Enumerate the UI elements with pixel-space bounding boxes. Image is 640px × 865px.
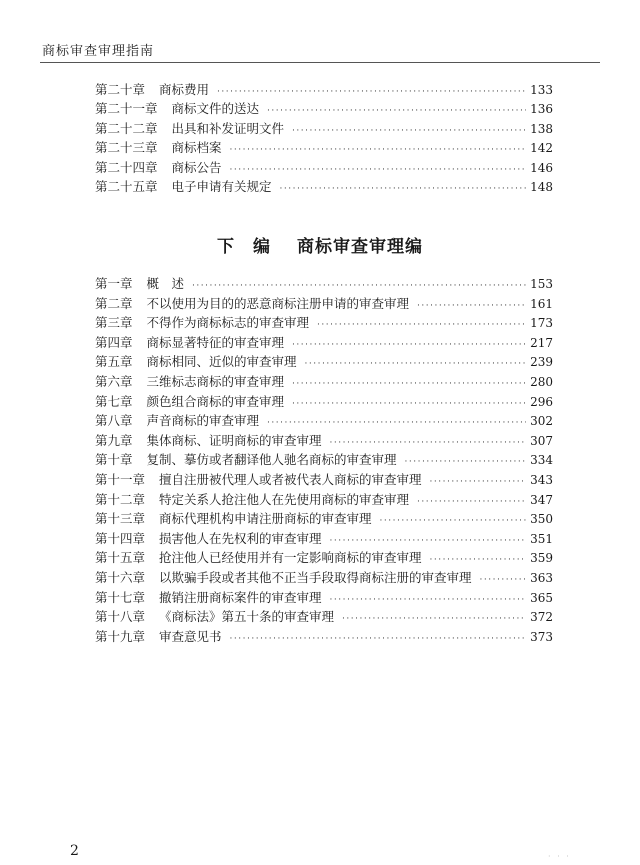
toc-leader-dots — [230, 634, 527, 644]
toc-chapter-number: 第七章 — [95, 393, 133, 409]
toc-chapter-title: 撤销注册商标案件的审查审理 — [159, 589, 322, 605]
toc-leader-dots — [305, 359, 527, 369]
toc-leader-dots — [230, 165, 527, 175]
toc-leader-dots — [267, 106, 526, 116]
toc-leader-dots — [267, 418, 526, 428]
toc-chapter-title: 不得作为商标标志的审查审理 — [146, 315, 310, 331]
toc-page-number: 280 — [530, 374, 553, 389]
page-number: 2 — [70, 843, 79, 859]
toc-entry[interactable] — [95, 177, 553, 196]
toc-leader-dots — [192, 281, 526, 291]
toc-chapter-title: 复制、摹仿或者翻译他人驰名商标的审查审理 — [146, 452, 397, 468]
toc-page-number: 372 — [530, 610, 553, 625]
toc-chapter-number: 第二十三章 — [95, 140, 158, 156]
toc-entry[interactable] — [95, 470, 553, 490]
toc-leader-dots — [417, 301, 526, 311]
header-rule — [40, 62, 600, 63]
toc-page-number: 148 — [530, 179, 553, 194]
toc-chapter-number: 第二章 — [95, 295, 133, 311]
toc-entry[interactable] — [95, 568, 553, 588]
toc-chapter-number: 第二十一章 — [95, 101, 158, 117]
toc-chapter-title: 损害他人在先权利的审查审理 — [159, 530, 322, 546]
toc-chapter-title: 以欺骗手段或者其他不正当手段取得商标注册的审查审理 — [159, 569, 472, 585]
toc-chapter-title: 商标相同、近似的审查审理 — [146, 354, 297, 370]
toc-chapter-number: 第十三章 — [95, 511, 146, 527]
toc-upper — [95, 80, 553, 196]
toc-leader-dots — [317, 320, 526, 330]
toc-entry[interactable] — [95, 411, 553, 431]
toc-leader-dots — [330, 438, 527, 448]
toc-page-number: 153 — [530, 277, 553, 291]
toc-leader-dots — [430, 555, 527, 565]
toc-page-number: 217 — [530, 335, 553, 350]
toc-leader-dots — [292, 379, 526, 389]
toc-entry[interactable] — [95, 313, 553, 333]
toc-entry[interactable] — [95, 509, 553, 529]
toc-page-number: 373 — [530, 629, 553, 644]
toc-chapter-number: 第十四章 — [95, 530, 146, 546]
part-title: 商标审查审理编 — [297, 237, 423, 257]
toc-chapter-number: 第八章 — [95, 413, 133, 429]
toc-chapter-number: 第十二章 — [95, 491, 146, 507]
toc-chapter-number: 第二十五章 — [95, 178, 158, 194]
toc-page-number: 296 — [530, 394, 553, 409]
toc-page-number: 302 — [530, 414, 553, 429]
toc-entry[interactable] — [95, 490, 553, 510]
toc-chapter-title: 商标文件的送达 — [171, 101, 260, 117]
toc-chapter-title: 抢注他人已经使用并有一定影响商标的审查审理 — [159, 550, 422, 566]
toc-chapter-title: 擅自注册被代理人或者被代表人商标的审查审理 — [159, 471, 422, 487]
toc-page-number: 138 — [530, 121, 553, 136]
toc-chapter-title: 电子申请有关规定 — [171, 178, 272, 194]
toc-chapter-number: 第十七章 — [95, 589, 146, 605]
part-label: 下 编 — [217, 237, 271, 257]
scan-watermark: · · · — [548, 852, 571, 861]
toc-leader-dots — [330, 536, 527, 546]
toc-entry[interactable] — [95, 119, 553, 138]
toc-chapter-number: 第十六章 — [95, 569, 146, 585]
toc-leader-dots — [417, 497, 526, 507]
toc-leader-dots — [342, 614, 526, 624]
toc-chapter-number: 第一章 — [95, 276, 133, 291]
toc-entry[interactable] — [95, 392, 553, 412]
toc-chapter-number: 第十章 — [95, 452, 133, 468]
toc-chapter-number: 第三章 — [95, 315, 133, 331]
toc-page-number: 363 — [530, 570, 553, 585]
toc-page-number: 146 — [530, 160, 553, 175]
toc-chapter-number: 第十八章 — [95, 609, 146, 625]
toc-entry[interactable] — [95, 138, 553, 157]
toc-chapter-number: 第二十章 — [95, 82, 146, 97]
toc-lower — [95, 274, 553, 646]
toc-leader-dots — [230, 145, 527, 155]
toc-chapter-title: 商标代理机构申请注册商标的审查审理 — [159, 511, 372, 527]
toc-chapter-title: 三维标志商标的审查审理 — [146, 373, 285, 389]
toc-chapter-title: 商标显著特征的审查审理 — [146, 334, 285, 350]
toc-page-number: 347 — [530, 492, 553, 507]
toc-entry[interactable] — [95, 372, 553, 392]
toc-chapter-number: 第二十二章 — [95, 120, 158, 136]
toc-entry[interactable] — [95, 607, 553, 627]
toc-leader-dots — [217, 87, 526, 97]
toc-chapter-title: 商标费用 — [159, 82, 210, 97]
toc-leader-dots — [292, 399, 526, 409]
toc-page-number: 343 — [530, 472, 553, 487]
toc-page-number: 307 — [530, 433, 553, 448]
toc-entry[interactable] — [95, 99, 553, 118]
toc-chapter-number: 第五章 — [95, 354, 133, 370]
toc-chapter-title: 颜色组合商标的审查审理 — [146, 393, 285, 409]
toc-entry[interactable] — [95, 274, 553, 294]
toc-leader-dots — [292, 126, 526, 136]
toc-leader-dots — [292, 340, 526, 350]
toc-chapter-title: 商标档案 — [171, 140, 222, 156]
toc-leader-dots — [430, 477, 527, 487]
toc-chapter-title: 审查意见书 — [159, 628, 222, 644]
toc-chapter-number: 第二十四章 — [95, 159, 158, 175]
toc-chapter-title: 《商标法》第五十条的审查审理 — [159, 609, 335, 625]
toc-page-number: 239 — [530, 355, 553, 370]
toc-leader-dots — [330, 595, 527, 605]
toc-chapter-number: 第十九章 — [95, 628, 146, 644]
toc-chapter-title: 集体商标、证明商标的审查审理 — [146, 432, 322, 448]
toc-chapter-title: 不以使用为目的的恶意商标注册申请的审查审理 — [146, 295, 410, 311]
toc-entry[interactable] — [95, 431, 553, 451]
toc-page-number: 161 — [530, 296, 553, 311]
toc-entry[interactable] — [95, 627, 553, 647]
part-heading — [0, 232, 640, 257]
toc-chapter-title: 概 述 — [146, 276, 185, 291]
toc-chapter-number: 第四章 — [95, 334, 133, 350]
toc-chapter-title: 出具和补发证明文件 — [171, 120, 285, 136]
toc-leader-dots — [280, 184, 527, 194]
toc-page-number: 365 — [530, 590, 553, 605]
running-head: 商标审查审理指南 — [42, 44, 155, 59]
toc-entry[interactable] — [95, 450, 553, 470]
toc-page-number: 334 — [530, 453, 553, 468]
toc-page-number: 351 — [530, 531, 553, 546]
toc-page-number: 136 — [530, 102, 553, 117]
toc-entry[interactable] — [95, 80, 553, 99]
toc-chapter-title: 特定关系人抢注他人在先使用商标的审查审理 — [159, 491, 410, 507]
toc-leader-dots — [480, 575, 527, 585]
toc-page-number: 359 — [530, 551, 553, 566]
toc-leader-dots — [380, 516, 527, 526]
toc-entry[interactable] — [95, 333, 553, 353]
toc-entry[interactable] — [95, 529, 553, 549]
toc-entry[interactable] — [95, 158, 553, 177]
toc-entry[interactable] — [95, 294, 553, 314]
toc-entry[interactable] — [95, 588, 553, 608]
toc-chapter-title: 声音商标的审查审理 — [146, 413, 260, 429]
toc-page-number: 350 — [530, 512, 553, 527]
toc-page-number: 133 — [530, 83, 553, 97]
toc-chapter-title: 商标公告 — [171, 159, 222, 175]
toc-chapter-number: 第九章 — [95, 432, 133, 448]
toc-chapter-number: 第十一章 — [95, 471, 146, 487]
toc-entry[interactable] — [95, 352, 553, 372]
toc-leader-dots — [405, 457, 527, 467]
toc-chapter-number: 第十五章 — [95, 550, 146, 566]
toc-chapter-number: 第六章 — [95, 373, 133, 389]
toc-page-number: 173 — [530, 316, 553, 331]
toc-page-number: 142 — [530, 141, 553, 156]
toc-entry[interactable] — [95, 548, 553, 568]
